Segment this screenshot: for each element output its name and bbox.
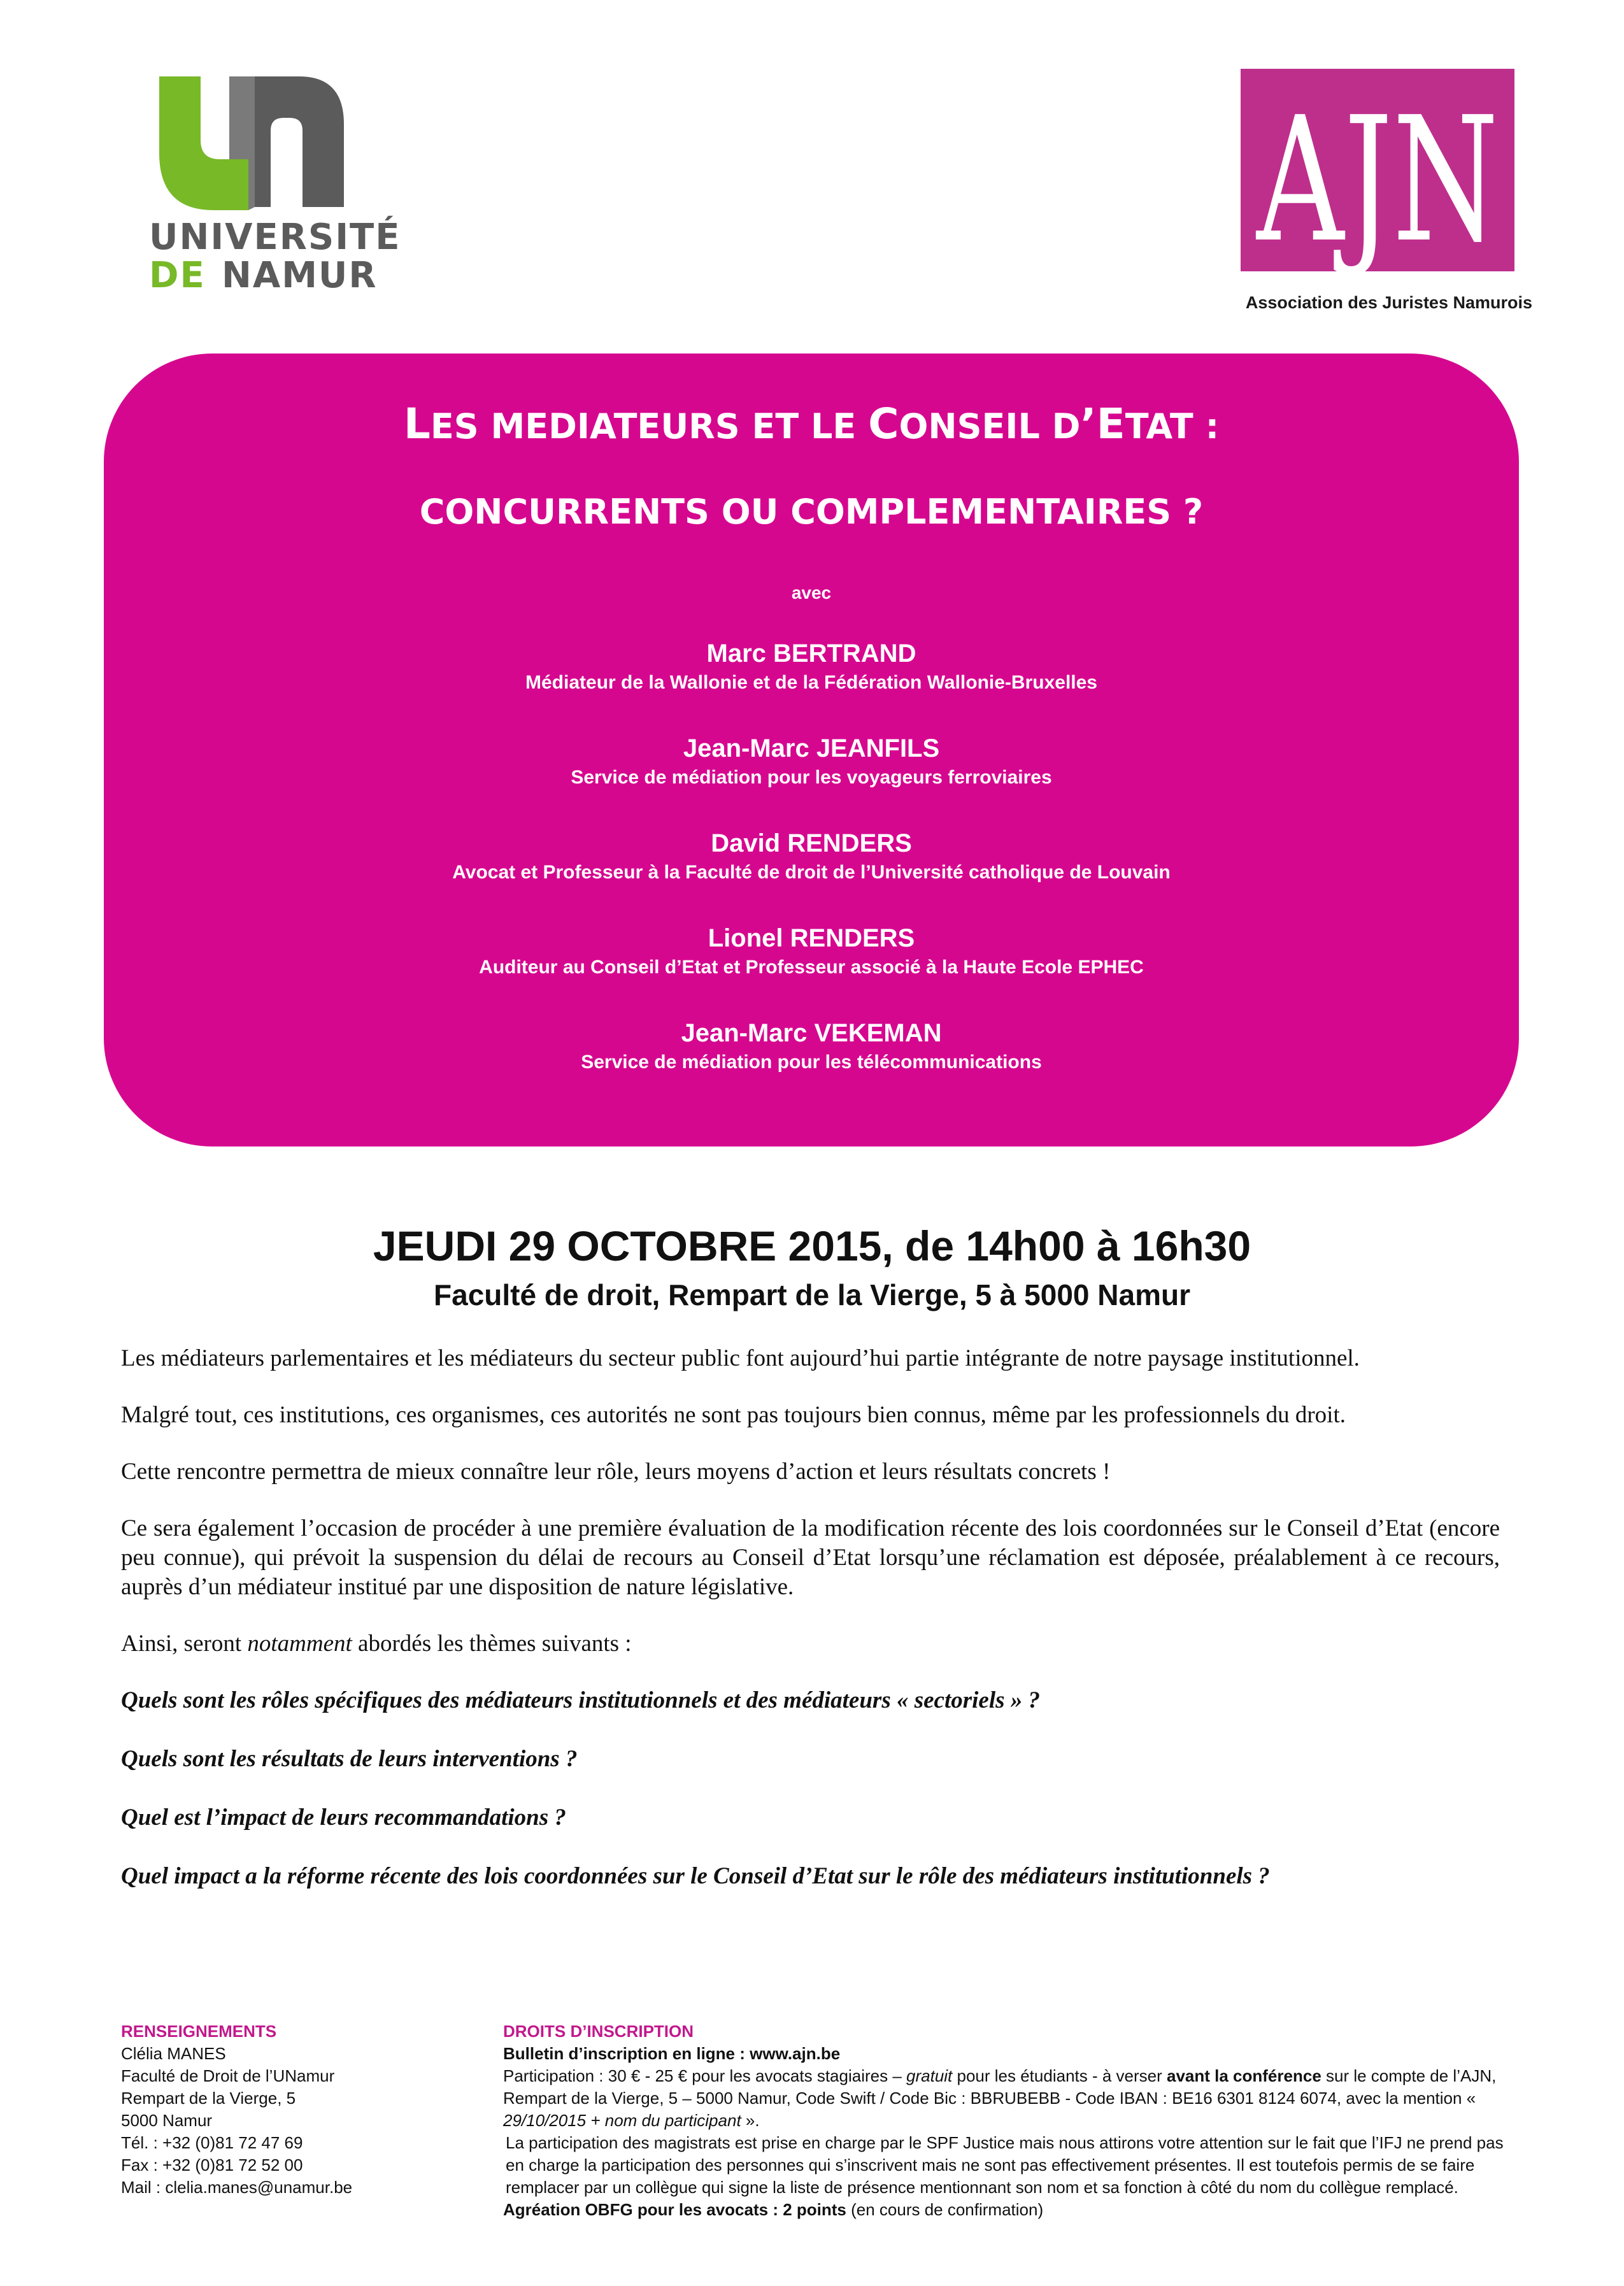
fees-text-run: sur le compte de l’AJN, Rempart de la Vierge, 5 – 5000 Namur, Code Swift / Code Bic : BBRUBEBB - Code IBAN : BE16 6301 8124 6074, avec la mention « <box>503 2066 1497 2108</box>
body-text-emphasis: notamment <box>247 1631 352 1657</box>
body-paragraph: Malgré tout, ces institutions, ces organismes, ces autorités ne sont pas toujours bien connus, même par les professionnels du droit. <box>121 1402 1346 1428</box>
fees-text-bold: Agréation OBFG pour les avocats : 2 points <box>503 2200 846 2219</box>
fees-text-run: (en cours de confirmation) <box>846 2200 1044 2219</box>
fees-participation <box>503 2065 1509 2132</box>
contact-email[interactable]: Mail : clelia.manes@unamur.be <box>121 2178 353 2197</box>
online-registration-link[interactable]: Bulletin d’inscription en ligne : www.ajn.be <box>503 2044 841 2063</box>
event-title-line-2: CONCURRENTS OU COMPLEMENTAIRES ? <box>419 492 1204 532</box>
event-title-line-1 <box>104 399 1519 448</box>
title-part: TAT : <box>1125 406 1220 446</box>
theme-question: Quel est l’impact de leurs recommandations ? <box>121 1804 566 1831</box>
fees-text-bold: avant la conférence <box>1167 2066 1321 2085</box>
body-paragraph: Cette rencontre permettra de mieux connaître leur rôle, leurs moyens d’action et leurs résultats concrets ! <box>121 1459 1111 1485</box>
fees-text-run: Participation : 30 € - 25 € pour les avocats stagiaires – <box>503 2066 907 2085</box>
speaker <box>104 1017 1519 1075</box>
speaker-name: Lionel RENDERS <box>708 924 915 952</box>
speaker-name: David RENDERS <box>711 829 912 857</box>
event-date: JEUDI 29 OCTOBRE 2015, de 14h00 à 16h30 <box>373 1222 1251 1269</box>
title-part: ’E <box>1080 399 1125 448</box>
theme-question: Quels sont les résultats de leurs interventions ? <box>121 1746 578 1772</box>
contact-line: 5000 Namur <box>121 2111 213 2130</box>
unamur-logo-mark <box>153 64 350 210</box>
unamur-logo <box>146 64 401 296</box>
fees-text-run: pour les étudiants - à verser <box>952 2066 1167 2085</box>
fees-text-emphasis: 29/10/2015 + nom du participant <box>503 2111 741 2130</box>
ajn-caption: Association des Juristes Namurois <box>1245 293 1532 312</box>
speaker-name: Jean-Marc JEANFILS <box>683 734 940 762</box>
title-part: ONSEIL D <box>899 406 1081 446</box>
unamur-word-de: DE <box>149 255 206 296</box>
body-text-run: Ainsi, seront <box>121 1631 248 1657</box>
ajn-logo <box>1241 69 1514 280</box>
theme-question: Quels sont les rôles spécifiques des médiateurs institutionnels et des médiateurs « sectoriels » ? <box>121 1687 1041 1713</box>
title-part: L <box>403 399 431 448</box>
title-banner <box>104 354 1519 1147</box>
speaker-role: Avocat et Professeur à la Faculté de droit de l’Université catholique de Louvain <box>452 862 1171 883</box>
registration-fees <box>503 2020 1509 2221</box>
speaker-role: Auditeur au Conseil d’Etat et Professeur associé à la Haute Ecole EPHEC <box>479 957 1144 978</box>
contact-fax: Fax : +32 (0)81 72 52 00 <box>121 2155 303 2175</box>
ajn-logo-mark <box>1241 69 1514 280</box>
contact-phone: Tél. : +32 (0)81 72 47 69 <box>121 2133 303 2152</box>
fees-text-run: ». <box>741 2111 760 2130</box>
contact-line: Faculté de Droit de l’UNamur <box>121 2066 335 2085</box>
fees-text-emphasis: gratuit <box>906 2066 953 2085</box>
title-part: ES MEDIATEURS ET LE <box>430 406 869 446</box>
body-text <box>121 1344 1500 1920</box>
unamur-logo-gray-n <box>255 76 344 207</box>
speaker <box>104 637 1519 696</box>
unamur-word-universite: UNIVERSITÉ <box>149 217 401 258</box>
speaker-name: Jean-Marc VEKEMAN <box>681 1019 942 1047</box>
speaker-role: Service de médiation pour les voyageurs ferroviaires <box>571 767 1052 788</box>
contact-line: Rempart de la Vierge, 5 <box>121 2089 296 2108</box>
fees-magistrates: La participation des magistrats est prise en charge par le SPF Justice mais nous attirons votre attention sur le fait que l’IFJ ne prend pas en charge la participation des personnes qui s’inscrivent mais ne sont pas effectivement présentes. Il est toutefois permis de se faire remplacer par un collègue qui signe la liste de présence mentionnant son nom et sa fonction à côté du nom du collègue remplacé. <box>506 2133 1504 2197</box>
contact-info <box>121 2020 439 2199</box>
body-paragraph: Les médiateurs parlementaires et les médiateurs du secteur public font aujourd’hui partie intégrante de notre paysage institutionnel. <box>121 1345 1360 1371</box>
ajn-logo-letters: AJN <box>1255 80 1499 280</box>
speaker <box>104 827 1519 885</box>
contact-line: Clélia MANES <box>121 2044 226 2063</box>
unamur-word-namur: NAMUR <box>222 255 378 296</box>
event-place: Faculté de droit, Rempart de la Vierge, 5 à 5000 Namur <box>434 1278 1190 1311</box>
body-text-run: abordés les thèmes suivants : <box>352 1631 632 1657</box>
fees-agreation <box>503 2199 1509 2221</box>
theme-question: Quel impact a la réforme récente des lois coordonnées sur le Conseil d’Etat sur le rôle des médiateurs institutionnels ? <box>121 1863 1270 1889</box>
speaker-role: Médiateur de la Wallonie et de la Fédération Wallonie-Bruxelles <box>525 672 1097 693</box>
body-paragraph: Ce sera également l’occasion de procéder à une première évaluation de la modification récente des lois coordonnées sur le Conseil d’Etat (encore peu connue), qui prévoit la suspension du délai de recours au Conseil d’Etat lorsqu’une réclamation est déposée, préalablement à ce recours, auprès d’un médiateur institué par une disposition de nature législative. <box>121 1515 1500 1600</box>
title-part: C <box>868 399 899 448</box>
speaker-role: Service de médiation pour les télécommunications <box>581 1052 1042 1073</box>
speaker-name: Marc BERTRAND <box>706 639 916 668</box>
speaker <box>104 922 1519 980</box>
contact-heading: RENSEIGNEMENTS <box>121 2022 277 2041</box>
with-label: avec <box>791 583 832 603</box>
fees-heading: DROITS D’INSCRIPTION <box>503 2022 694 2041</box>
speaker <box>104 732 1519 790</box>
body-paragraph <box>121 1629 1500 1659</box>
